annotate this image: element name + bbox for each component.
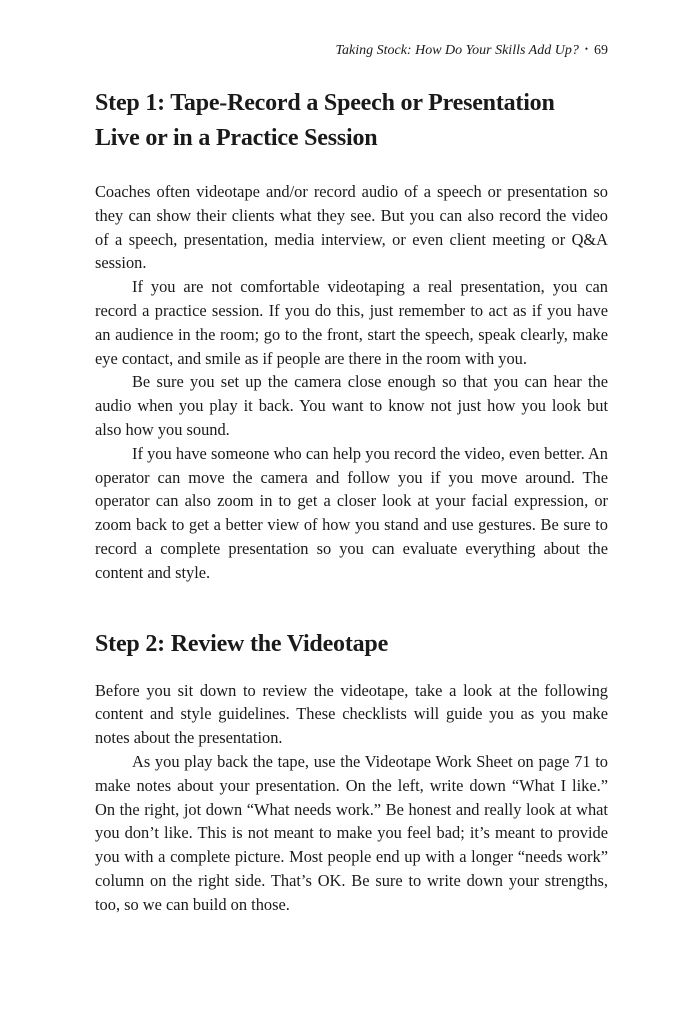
heading-line-2: Live or in a Practice Session (95, 125, 378, 151)
paragraph: Coaches often videotape and/or record audio of a speech or presentation so they can show their clients what they see. But you can also record the video of a speech, presentation, media interview, or even client meeting or Q&A session. (95, 182, 608, 273)
section-heading-step-2: Step 2: Review the Videotape (95, 630, 389, 657)
paragraph: If you have someone who can help you record the video, even better. An operator can move the camera and follow you if you move around. The operator can also zoom in to get a closer look at your facial expression, or zoom back to get a better view of how you stand and use gestures. Be sure to record a complete presentation so you can evaluate everything about the content and style. (95, 443, 608, 582)
running-head-separator: • (584, 44, 588, 54)
section-heading-step-1 (95, 86, 608, 156)
running-head-title: Taking Stock: How Do Your Skills Add Up? (335, 43, 579, 58)
paragraph: As you play back the tape, use the Videotape Work Sheet on page 71 to make notes about your presentation. On the left, write down “What I like.” On the right, jot down “What needs work.” Be honest and really look at what you don’t like. This is not meant to make you feel bad; it’s meant to provide you with a complete picture. Most people end up with a longer “needs work” column on the right side. That’s OK. Be sure to write down your strengths, too, so we can build on those. (95, 751, 608, 914)
page-content (95, 86, 608, 917)
heading-line-1: Step 1: Tape-Record a Speech or Presentation (95, 90, 555, 116)
page-number: 69 (594, 43, 608, 58)
paragraph: Be sure you set up the camera close enough so that you can hear the audio when you play it back. You want to know not just how you look but also how you sound. (95, 372, 608, 439)
paragraph: Before you sit down to review the videotape, take a look at the following content and style guidelines. These checklists will guide you as you make notes about the presentation. (95, 680, 608, 748)
running-head (336, 40, 609, 60)
paragraph: If you are not comfortable videotaping a real presentation, you can record a practice session. If you do this, just remember to act as if you have an audience in the room; go to the front, start the speech, speak clearly, make eye contact, and smile as if people are there in the room with you. (95, 277, 608, 368)
